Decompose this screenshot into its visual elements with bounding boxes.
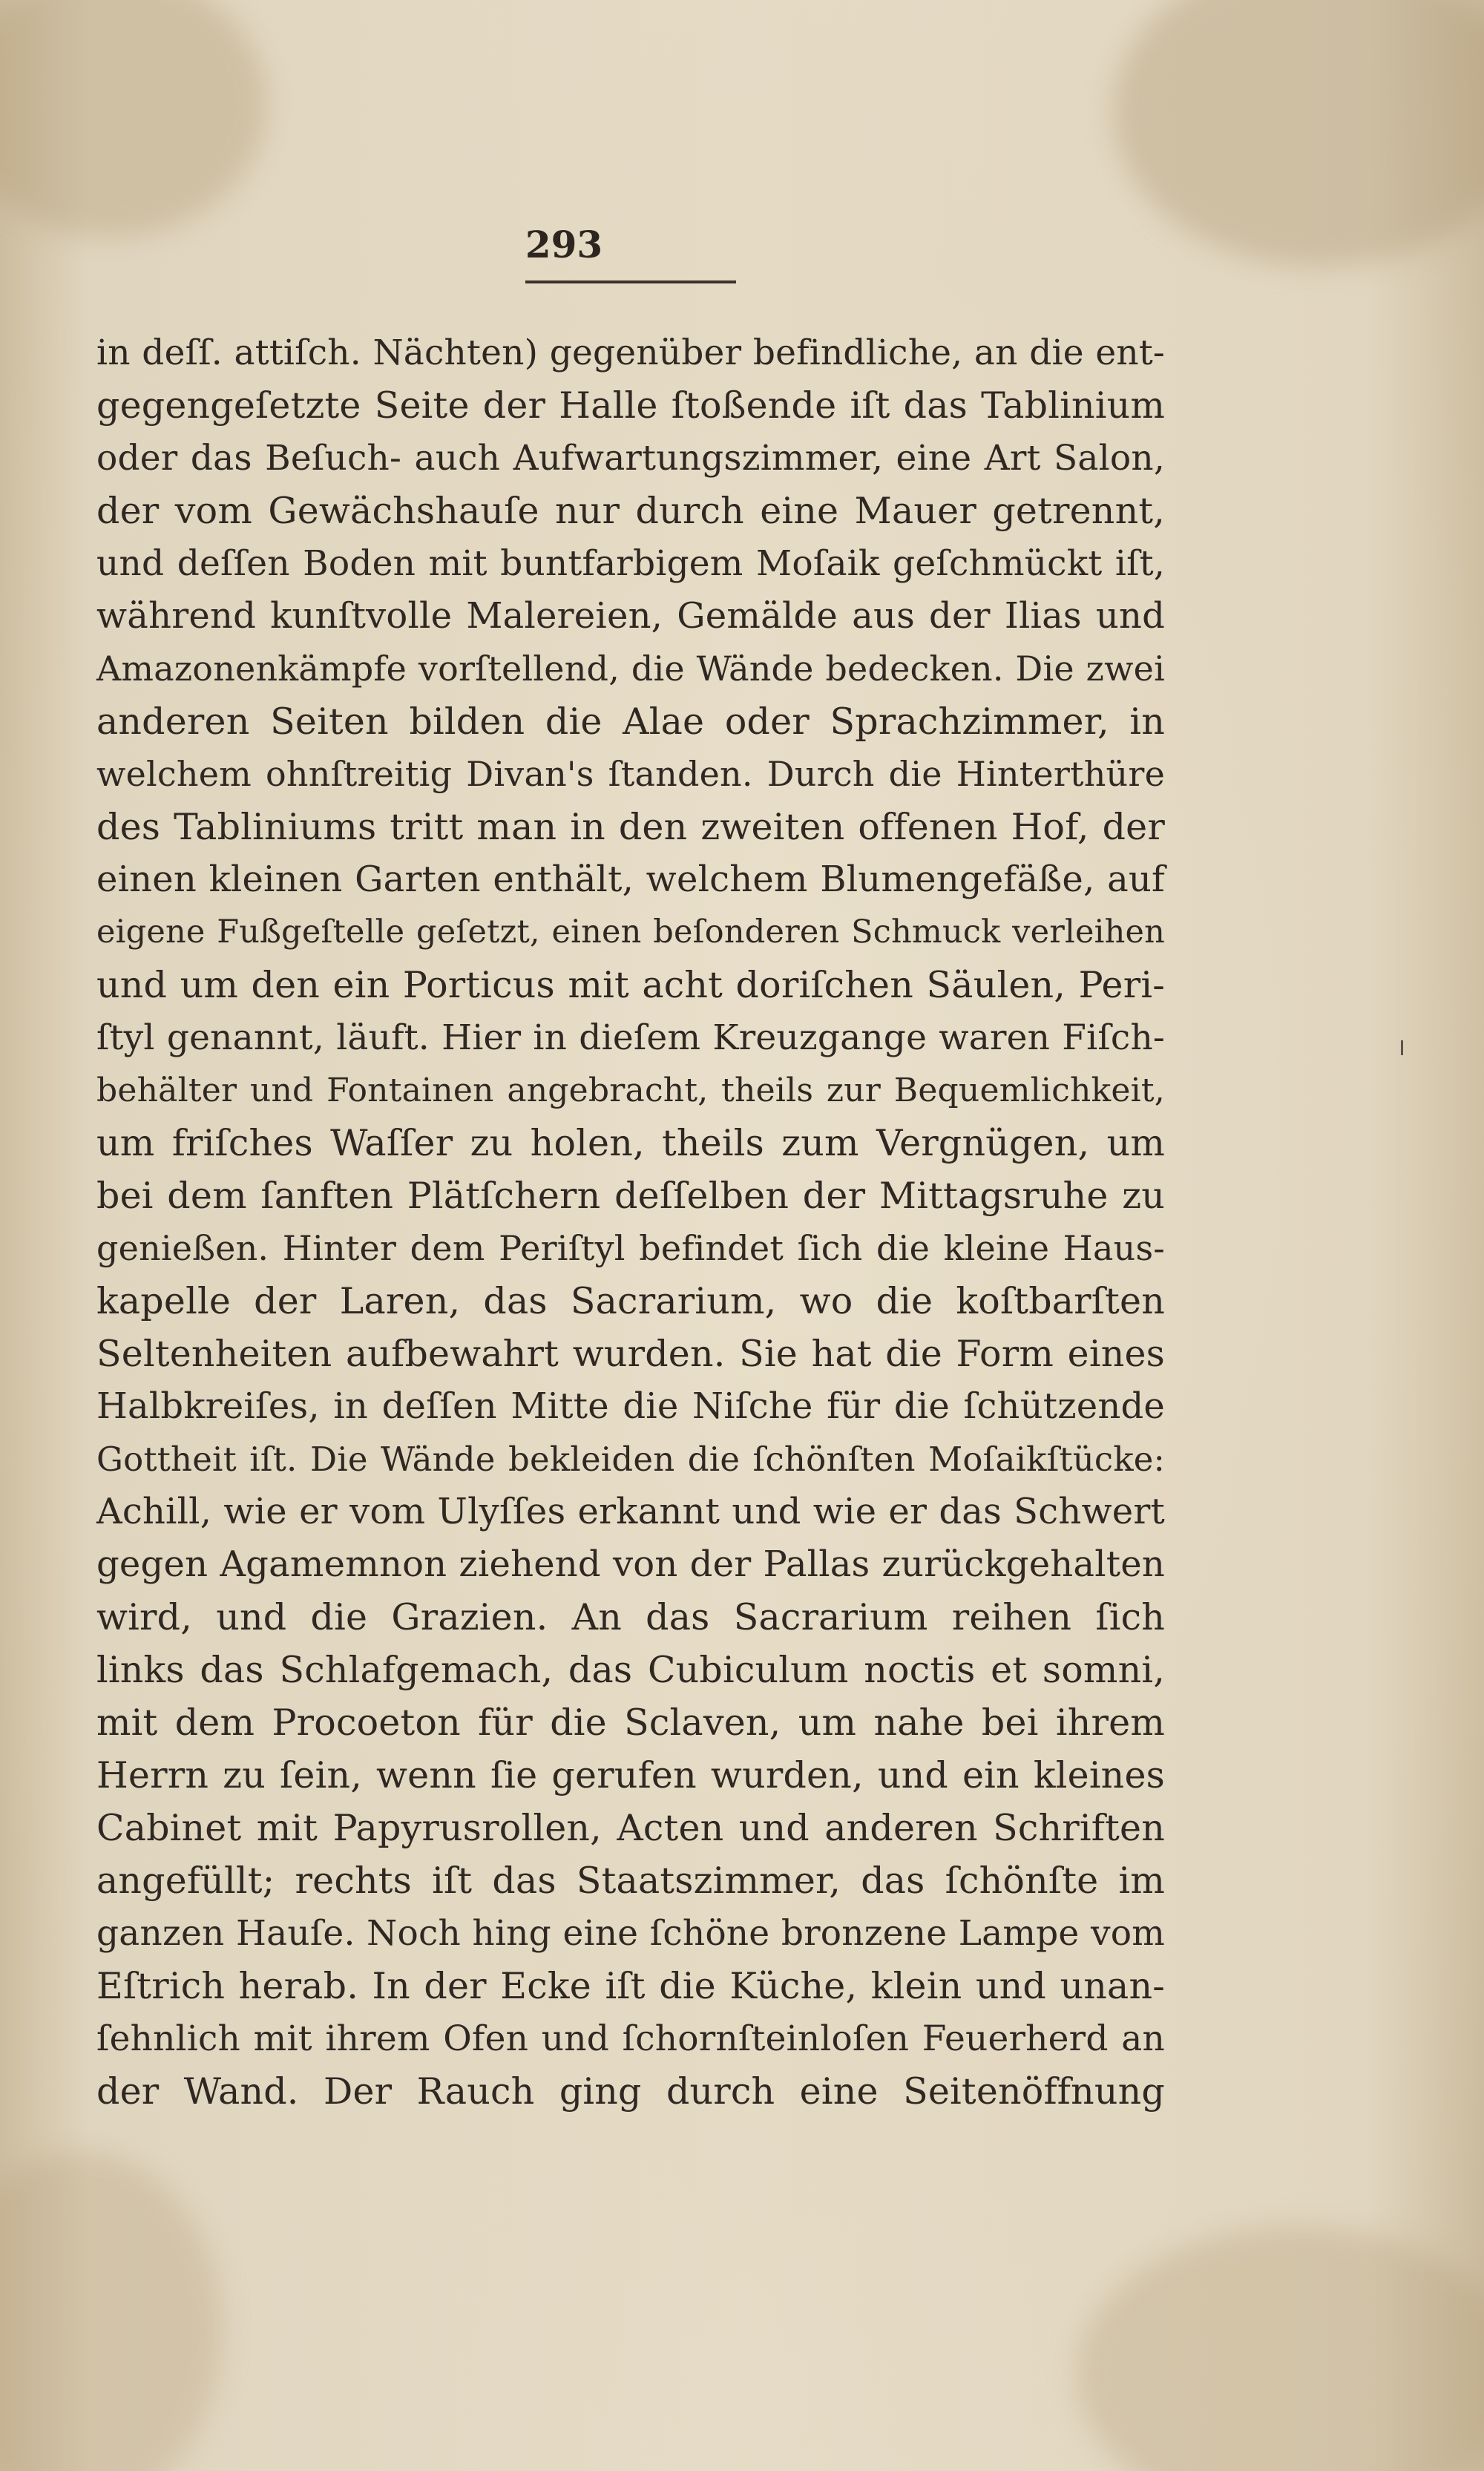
text-line: Eſtrich herab. In der Ecke iſt die Küche, klein und unan- bbox=[96, 1965, 1165, 2007]
text-line: Gottheit iſt. Die Wände bekleiden die ſchönſten Moſaikſtücke: bbox=[96, 1440, 1165, 1479]
paper-stain bbox=[1076, 2226, 1484, 2471]
text-line: des Tabliniums tritt man in den zweiten offenen Hof, der bbox=[96, 806, 1165, 848]
text-line: einen kleinen Garten enthält, welchem Blumengefäße, auf bbox=[96, 859, 1165, 900]
text-line: gegengeſetzte Seite der Halle ſtoßende iſt das Tablinium bbox=[96, 384, 1165, 427]
text-line: Amazonenkämpfe vorſtellend, die Wände bedecken. Die zwei bbox=[96, 649, 1165, 689]
text-line: der vom Gewächshauſe nur durch eine Mauer getrennt, bbox=[96, 490, 1165, 532]
body-text bbox=[96, 326, 1165, 2118]
paper-stain bbox=[1113, 0, 1484, 267]
text-line: ganzen Hauſe. Noch hing eine ſchöne bronzene Lampe vom bbox=[96, 1913, 1165, 1954]
text-line: und deſſen Boden mit buntfarbigem Moſaik geſchmückt iſt, bbox=[96, 543, 1165, 584]
text-line: angefüllt; rechts iſt das Staatszimmer, das ſchönſte im bbox=[96, 1860, 1165, 1902]
text-line: bei dem ſanften Plätſchern deſſelben der Mittagsruhe zu bbox=[96, 1175, 1165, 1217]
text-line: mit dem Procoeton für die Sclaven, um nahe bei ihrem bbox=[96, 1702, 1165, 1744]
page-number: 293 bbox=[525, 223, 603, 266]
text-line: behälter und Fontainen angebracht, theils zur Bequemlichkeit, bbox=[96, 1072, 1165, 1109]
text-line: ſehnlich mit ihrem Ofen und ſchornſteinloſen Feuerherd an bbox=[96, 2018, 1165, 2059]
text-line: Halbkreiſes, in deſſen Mitte die Niſche für die ſchützende bbox=[96, 1385, 1165, 1427]
text-line: ſtyl genannt, läuft. Hier in dieſem Kreuzgange waren Fiſch- bbox=[96, 1017, 1165, 1058]
text-line: links das Schlafgemach, das Cubiculum noctis et somni, bbox=[96, 1649, 1165, 1691]
text-line: in deſſ. attiſch. Nächten) gegenüber befindliche, an die ent- bbox=[96, 332, 1165, 373]
text-line: um friſches Waſſer zu holen, theils zum Vergnügen, um bbox=[96, 1122, 1165, 1164]
text-line: Achill, wie er vom Ulyſſes erkannt und wie er das Schwert bbox=[96, 1491, 1165, 1532]
text-line: wird, und die Grazien. An das Sacrarium reihen ſich bbox=[96, 1596, 1165, 1638]
header-rule bbox=[525, 280, 736, 283]
paper-stain bbox=[0, 2152, 223, 2471]
text-line: der Wand. Der Rauch ging durch eine Seitenöffnung bbox=[96, 2070, 1165, 2113]
text-line: Herrn zu ſein, wenn ſie gerufen wurden, und ein kleines bbox=[96, 1754, 1165, 1796]
text-line: anderen Seiten bilden die Alae oder Sprachzimmer, in bbox=[96, 700, 1165, 743]
text-line: gegen Agamemnon ziehend von der Pallas zurückgehalten bbox=[96, 1543, 1165, 1585]
text-line: Seltenheiten aufbewahrt wurden. Sie hat die Form eines bbox=[96, 1333, 1165, 1375]
text-line: welchem ohnſtreitig Divan's ſtanden. Durch die Hinterthüre bbox=[96, 754, 1165, 794]
paper-stain bbox=[0, 0, 267, 237]
text-line: genießen. Hinter dem Periſtyl befindet ſich die kleine Haus- bbox=[96, 1228, 1165, 1268]
text-line: während kunſtvolle Malereien, Gemälde aus der Ilias und bbox=[96, 595, 1165, 637]
text-line: und um den ein Porticus mit acht doriſchen Säulen, Peri- bbox=[96, 964, 1165, 1006]
text-line: eigene Fußgeſtelle geſetzt, einen beſonderen Schmuck verleihen bbox=[96, 913, 1165, 951]
text-line: kapelle der Laren, das Sacrarium, wo die koſtbarſten bbox=[96, 1280, 1165, 1322]
margin-mark bbox=[1401, 1040, 1403, 1055]
text-line: oder das Beſuch- auch Aufwartungszimmer, eine Art Salon, bbox=[96, 438, 1165, 479]
text-line: Cabinet mit Papyrusrollen, Acten und anderen Schriften bbox=[96, 1807, 1165, 1849]
